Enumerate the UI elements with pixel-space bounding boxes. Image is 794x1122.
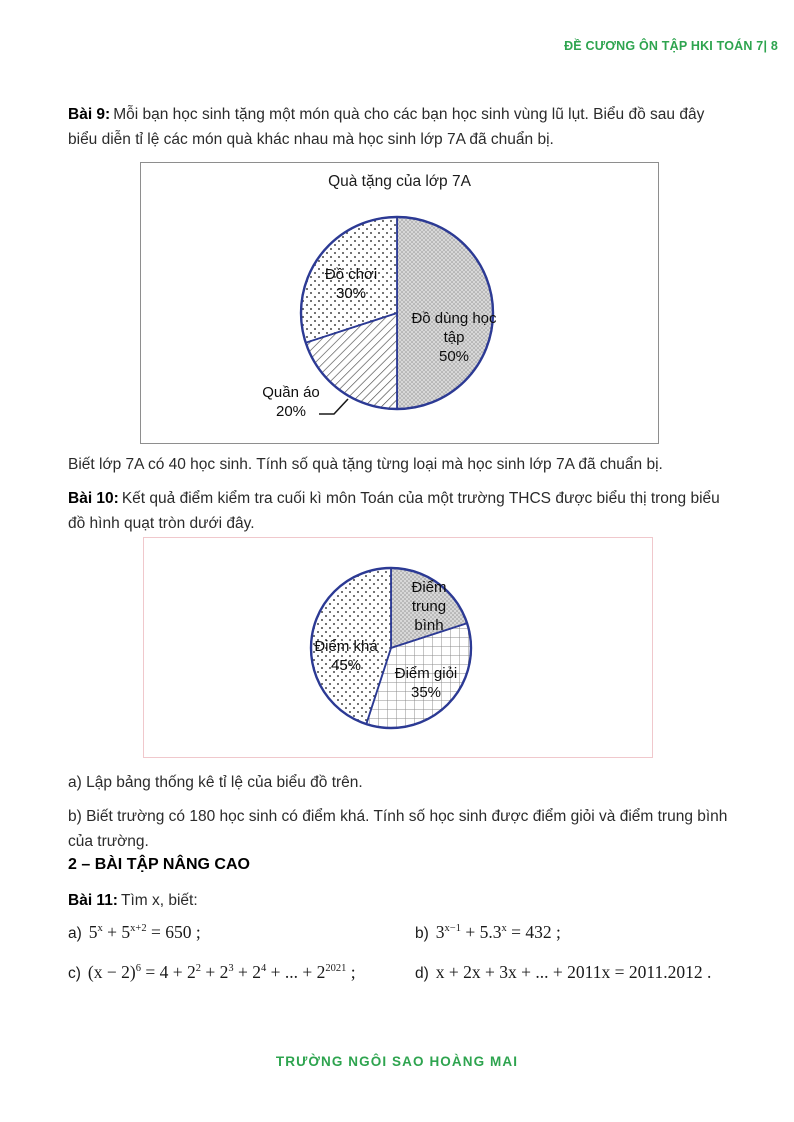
equation-d-prefix: d) (415, 965, 429, 982)
problem-9-label: Bài 9: (68, 106, 111, 123)
problem-9-statement (68, 102, 734, 152)
pie2-label-kha-value: 45% (330, 657, 362, 674)
pie1-label-do-dung (410, 309, 498, 367)
problem-11-intro: Tìm x, biết: (120, 892, 198, 909)
pie2-label-gioi-value: 35% (410, 684, 442, 701)
problem-9-note: Biết lớp 7A có 40 học sinh. Tính số quà tặng từng loại mà học sinh lớp 7A đã chuẩn bị. (68, 456, 663, 473)
chart-2-container (143, 537, 653, 758)
equation-a-math: $5^x + 5^{x+2} = 650$ ; (88, 922, 201, 942)
chart-1-title: Quà tặng của lớp 7A (328, 173, 471, 190)
pie2-label-trung-binh (401, 578, 457, 636)
equation-d-math: x + 2x + 3x + ... + 2011x = 2011.2012 . (435, 962, 712, 982)
pie1-label-quan-ao-name: Quần áo (262, 383, 320, 401)
problem-10-statement (68, 486, 734, 536)
equation-c (68, 962, 356, 983)
pie-chart-gifts (141, 163, 658, 443)
page-header: ĐỀ CƯƠNG ÔN TẬP HKI TOÁN 7| 8 (564, 39, 778, 53)
problem-11-statement (68, 888, 734, 913)
equation-a (68, 922, 201, 943)
pie1-label-do-choi-value: 30% (335, 285, 367, 302)
problem-10-label: Bài 10: (68, 490, 119, 507)
problem-10-text: Kết quả điểm kiểm tra cuối kì môn Toán của một trường THCS được biểu thị trong biểu đồ hình quạt tròn dưới đây. (68, 490, 720, 532)
problem-10-part-a: a) Lập bảng thống kê tỉ lệ của biểu đồ trên. (68, 774, 363, 791)
pie-chart-scores (144, 538, 652, 757)
equation-a-prefix: a) (68, 925, 82, 942)
pie1-label-do-choi-name: Đồ chơi (324, 265, 378, 283)
pie2-label-kha-name: Điểm khá (314, 637, 378, 655)
pie1-label-do-dung-value: 50% (438, 348, 470, 366)
pie1-label-quan-ao (245, 383, 337, 421)
pie2-label-gioi (376, 664, 476, 702)
equation-b (415, 922, 561, 943)
pie1-label-do-dung-name: Đồ dùng học tập (411, 310, 497, 347)
chart-1-container (140, 162, 659, 444)
equation-c-prefix: c) (68, 965, 81, 982)
problem-11-label: Bài 11: (68, 892, 118, 909)
pie1-label-do-choi (306, 265, 396, 303)
section-2-heading: 2 – BÀI TẬP NÂNG CAO (68, 856, 250, 873)
problem-10-part-b: b) Biết trường có 180 học sinh có điểm khá. Tính số học sinh được điểm giỏi và điểm trung bình của trường. (68, 808, 728, 850)
pie2-label-gioi-name: Điểm giỏi (394, 664, 458, 682)
equation-d (415, 962, 711, 983)
page-footer: TRƯỜNG NGÔI SAO HOÀNG MAI (275, 1054, 519, 1069)
equation-b-math: $3^{x-1} + 5.3^x = 432$ ; (435, 922, 561, 942)
problem-9-text: Mỗi bạn học sinh tặng một món quà cho các bạn học sinh vùng lũ lụt. Biểu đồ sau đây biểu diễn tỉ lệ các món quà khác nhau mà học sinh lớp 7A đã chuẩn bị. (68, 106, 705, 148)
equation-b-prefix: b) (415, 925, 429, 942)
equation-c-math: $(x - 2)^6 = 4 + 2^2 + 2^3 + 2^4$ + ... + $2^{2021}$ ; (87, 962, 356, 982)
pie2-label-trung-binh-name: Điểm trung bình (411, 579, 447, 635)
pie1-label-quan-ao-value: 20% (275, 403, 307, 420)
